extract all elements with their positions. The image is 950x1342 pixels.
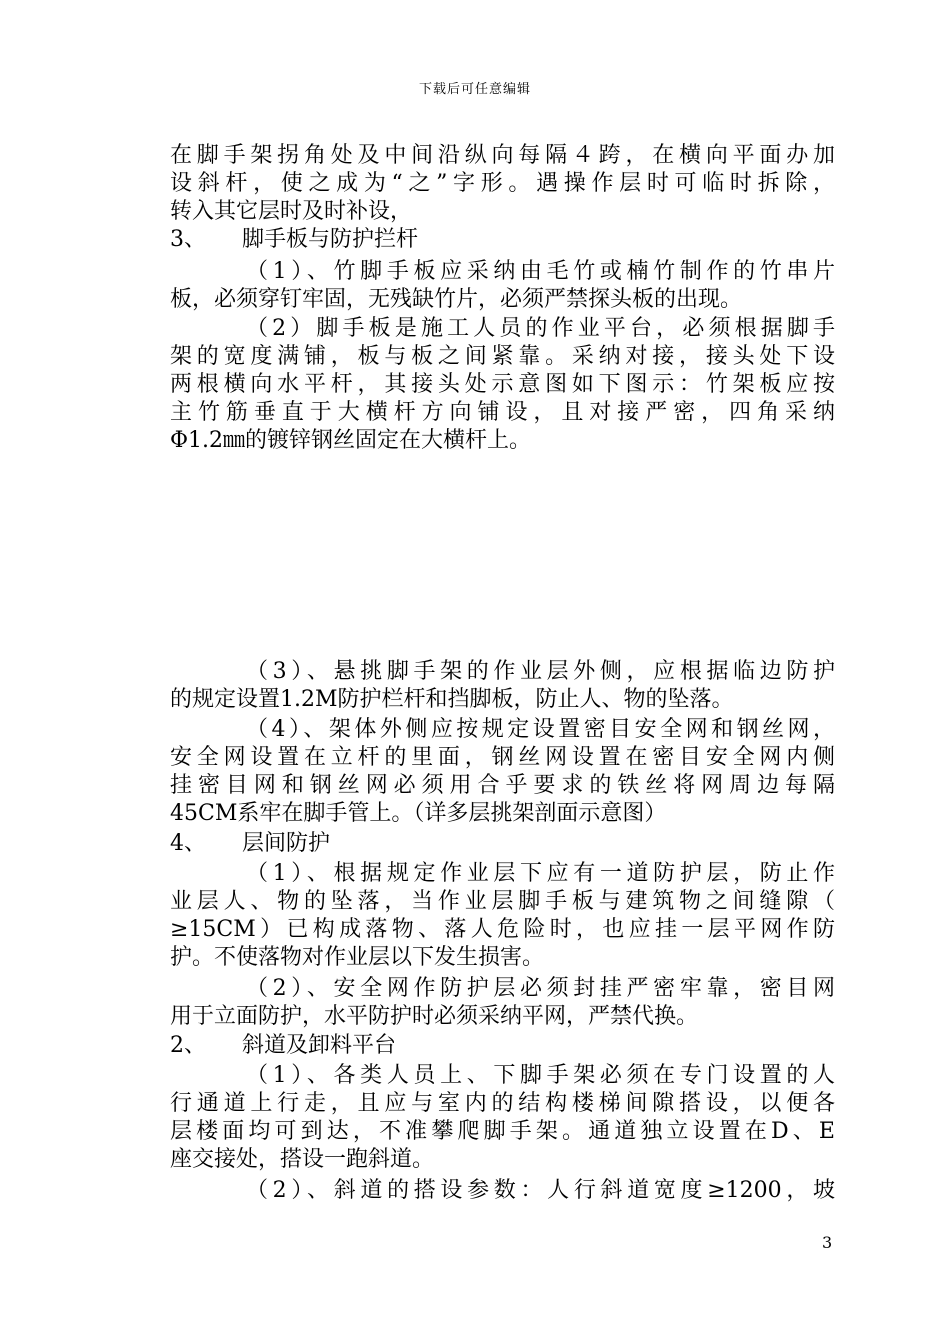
section-title: 层间防护 [242,831,331,856]
text-line: 的规定设置1.2M防护栏杆和挡脚板，防止人、物的坠落。 [170,687,734,712]
paragraph-4-1 [170,860,835,972]
text-line: 座交接处，搭设一跑斜道。 [170,1147,435,1172]
text-line: 安全网设置在立杆的里面，钢丝网设置在密目安全网内侧 [170,745,835,770]
text-line: 架的宽度满铺，板与板之间紧靠。采纳对接，接头处下设 [170,344,835,369]
paragraph-3-4 [170,716,835,828]
section-number: 4、 [170,831,206,856]
text-line: （4）、架体外侧应按规定设置密目安全网和钢丝网， [246,717,835,742]
text-line: 45CM系牢在脚手管上。（详多层挑架剖面示意图） [170,801,667,826]
paragraph-4-2 [170,975,835,1031]
text-line: 两根横向水平杆，其接头处示意图如下图示：竹架板应按 [170,372,835,397]
section-heading-3 [170,226,418,254]
text-line: （1）、竹脚手板应采纳由毛竹或楠竹制作的竹串片 [246,259,835,284]
text-line: 业层人、物的坠落，当作业层脚手板与建筑物之间缝隙（ [170,889,835,914]
text-line: 在脚手架拐角处及中间沿纵向每隔４跨，在横向平面办加 [170,143,835,168]
paragraph-3-3 [170,658,835,714]
paragraph-3-1 [170,258,835,314]
section-number: 2、 [170,1033,206,1058]
paragraph-2-1 [170,1062,835,1174]
text-line: ≥15CM）已构成落物、落人危险时，也应挂一层平网作防 [170,917,835,942]
page-number: 3 [822,1233,833,1252]
page-header: 下载后可任意编辑 [418,82,531,97]
section-number: 3、 [170,227,206,252]
text-line: 设斜杆，使之成为“之”字形。遇操作层时可临时拆除， [170,171,835,196]
section-title: 斜道及卸料平台 [242,1033,397,1058]
text-line: （1）、根据规定作业层下应有一道防护层，防止作 [246,861,835,886]
text-line: Φ1.2㎜的镀锌钢丝固定在大横杆上。 [170,428,532,453]
paragraph-2-2 [170,1177,835,1205]
text-line: （1）、各类人员上、下脚手架必须在专门设置的人 [246,1063,835,1088]
section-title: 脚手板与防护拦杆 [242,227,419,252]
paragraph-intro [170,142,835,226]
section-heading-2 [170,1032,396,1060]
text-line: 板，必须穿钉牢固，无残缺竹片，必须严禁探头板的出现。 [170,287,743,312]
paragraph-3-2 [170,315,835,455]
text-line: 用于立面防护，水平防护时必须采纳平网，严禁代换。 [170,1004,699,1029]
text-line: 挂密目网和钢丝网必须用合乎要求的铁丝将网周边每隔 [170,773,835,798]
text-line: 行通道上行走，且应与室内的结构楼梯间隙搭设，以便各 [170,1091,835,1116]
section-heading-4 [170,830,330,858]
text-line: （2）、斜道的搭设参数：人行斜道宽度≥1200，坡 [246,1178,835,1203]
text-line: （2）、安全网作防护层必须封挂严密牢靠，密目网 [246,976,835,1001]
text-line: 护。不使落物对作业层以下发生损害。 [170,945,545,970]
text-line: 转入其它层时及时补设， [170,199,413,224]
text-line: （3）、悬挑脚手架的作业层外侧，应根据临边防护 [246,659,835,684]
text-line: 层楼面均可到达，不准攀爬脚手架。通道独立设置在D、E [170,1119,835,1144]
text-line: 主竹筋垂直于大横杆方向铺设，且对接严密，四角采纳 [170,400,835,425]
text-line: （2）脚手板是施工人员的作业平台，必须根据脚手 [246,316,835,341]
